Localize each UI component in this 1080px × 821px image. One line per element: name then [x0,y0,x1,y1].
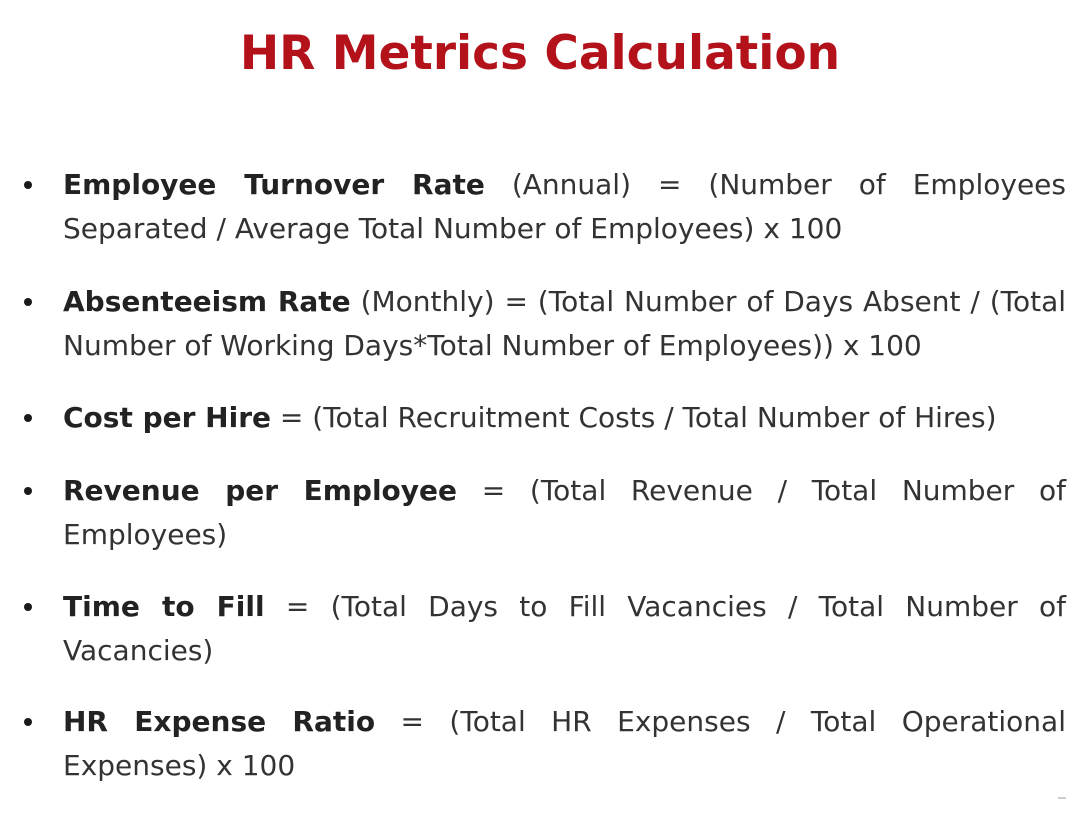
metric-text [63,469,1066,557]
metric-term: Employee Turnover Rate [63,168,485,201]
metric-text [63,396,1066,440]
metric-formula: (Monthly) = (Total Number of Days Absent / (Total Number of Working Days*Total Number of Employees)) x 100 [63,285,1067,362]
corner-mark [1058,797,1066,799]
metric-formula: = (Total Revenue / Total Number of Employees) [63,474,1066,551]
bullet-dot-icon [24,603,32,611]
metric-formula: = (Total HR Expenses / Total Operational Expenses) x 100 [63,705,1066,782]
metric-term: Absenteeism Rate [63,285,351,318]
metric-formula: (Annual) = (Number of Employees Separated / Average Total Number of Employees) x 100 [63,168,1066,245]
metric-text [63,585,1066,673]
page-title: HR Metrics Calculation [239,26,841,81]
metric-text [63,163,1066,251]
metric-term: Revenue per Employee [63,474,458,507]
metric-formula: = (Total Days to Fill Vacancies / Total Number of Vacancies) [63,590,1066,667]
metric-term: Time to Fill [63,590,265,623]
bullet-dot-icon [24,718,32,726]
metric-text [63,700,1066,788]
bullet-dot-icon [24,414,32,422]
bullet-dot-icon [24,298,32,306]
metric-text [63,280,1066,368]
bullet-dot-icon [24,181,32,189]
bullet-dot-icon [24,487,32,495]
metric-term: Cost per Hire [63,401,272,434]
metric-term: HR Expense Ratio [63,705,376,738]
metric-formula: = (Total Recruitment Costs / Total Number of Hires) [279,401,997,434]
